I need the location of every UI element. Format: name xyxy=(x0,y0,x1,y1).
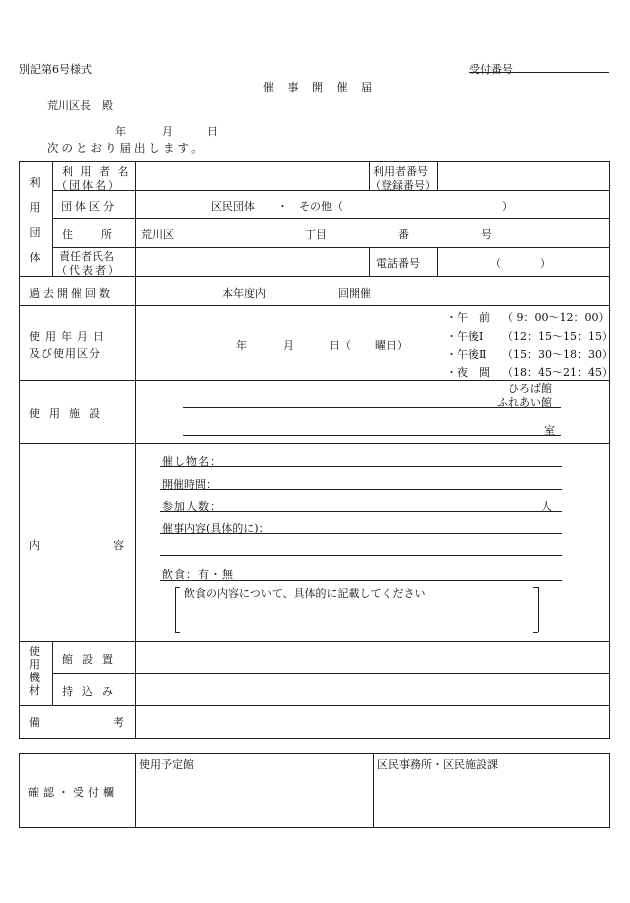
usage-category-label: 及び使用区分 xyxy=(29,347,101,360)
phone-paren-close: ） xyxy=(540,257,551,270)
group-label-char: 用 xyxy=(29,201,41,214)
planned-hall-label: 使用予定館 xyxy=(139,758,194,771)
participants-field[interactable] xyxy=(160,511,562,512)
representative-sublabel: （代表者） xyxy=(56,264,121,277)
date-year-label: 年 xyxy=(115,125,126,138)
usage-date-label: 使用年月日 xyxy=(29,330,109,343)
category-label: 団体区分 xyxy=(61,200,117,213)
usage-weekday: 曜日） xyxy=(375,339,408,352)
group-label-char: 利 xyxy=(29,176,41,189)
facility-label: 使用施設 xyxy=(29,407,109,420)
usage-month: 月 xyxy=(283,339,294,352)
group-label-char: 団 xyxy=(29,226,41,239)
user-name-label: 利 用 者 名 xyxy=(62,165,131,178)
usage-year: 年 xyxy=(236,339,247,352)
facility-name-line[interactable] xyxy=(183,407,561,408)
content-label-2: 容 xyxy=(113,539,124,552)
details-field-line-1[interactable] xyxy=(160,533,562,534)
office-label: 区民事務所・区民施設課 xyxy=(377,758,498,771)
group-label-char: 体 xyxy=(29,251,41,264)
user-number-sublabel: （登録番号） xyxy=(370,179,436,192)
user-number-label: 利用者番号 xyxy=(373,165,428,178)
slot-night-time: （18：45～21：45） xyxy=(502,366,613,379)
facility-room-line[interactable] xyxy=(183,435,561,436)
facility-hall-hiroba: ひろば館 xyxy=(508,382,552,395)
equipment-bring-label: 持込み xyxy=(62,685,122,698)
user-name-sublabel: （団体名） xyxy=(56,179,121,192)
slot-afternoon-1[interactable]: ・午後Ⅰ xyxy=(446,330,484,343)
facility-hall-fureai: ふれあい館 xyxy=(497,396,552,409)
event-time-field[interactable] xyxy=(160,489,562,490)
participants-unit: 人 xyxy=(541,500,552,513)
confirmation-label: 確認・受付欄 xyxy=(28,786,118,799)
category-option-other[interactable]: その他（ xyxy=(299,200,343,213)
category-option-resident[interactable]: 区民団体 xyxy=(211,200,255,213)
equipment-label-char: 材 xyxy=(29,684,40,697)
food-label[interactable]: 飲食：有・無 xyxy=(162,568,234,581)
details-field-line-2[interactable] xyxy=(160,555,562,556)
slot-night[interactable]: ・夜 間 xyxy=(446,366,490,379)
event-name-label: 催し物名： xyxy=(162,455,222,468)
remarks-label-1: 備 xyxy=(29,716,40,729)
content-label-1: 内 xyxy=(29,539,40,552)
equipment-inhouse-label: 館設置 xyxy=(62,653,122,666)
addressee: 荒川区長 殿 xyxy=(47,99,113,112)
slot-morning[interactable]: ・午 前 xyxy=(446,311,490,324)
past-count-label: 過去開催回数 xyxy=(29,287,113,300)
past-this-year: 本年度内 xyxy=(222,287,266,300)
representative-label: 責任者氏名 xyxy=(59,250,114,263)
usage-day: 日（ xyxy=(329,339,351,352)
representative-field[interactable] xyxy=(136,248,368,275)
date-day-label: 日 xyxy=(207,125,218,138)
user-number-field[interactable] xyxy=(438,162,608,189)
address-ban: 番 xyxy=(398,228,409,241)
category-close-paren: ） xyxy=(502,200,513,213)
remarks-field[interactable] xyxy=(136,706,608,737)
date-month-label: 月 xyxy=(162,125,173,138)
category-separator: ・ xyxy=(277,200,288,213)
address-chome: 丁目 xyxy=(305,228,327,241)
intro-text: 次のとおり届出します。 xyxy=(47,141,206,155)
slot-afternoon-1-time: （12：15～15：15） xyxy=(502,330,613,343)
receipt-number-label: 受付番号 xyxy=(469,63,513,76)
remarks-label-2: 考 xyxy=(113,716,124,729)
food-line xyxy=(160,580,562,581)
slot-afternoon-2-time: （15：30～18：30） xyxy=(502,348,613,361)
event-time-label: 開催時間： xyxy=(162,478,217,491)
equipment-bring-field[interactable] xyxy=(136,674,608,704)
equipment-label-char: 使 xyxy=(29,645,40,658)
event-name-field[interactable] xyxy=(160,466,562,467)
address-ward: 荒川区 xyxy=(141,228,174,241)
user-name-field[interactable] xyxy=(136,162,368,189)
past-times: 回開催 xyxy=(338,287,371,300)
phone-label: 電話番号 xyxy=(376,257,420,270)
form-title: 催 事 開 催 届 xyxy=(263,81,377,94)
address-go: 号 xyxy=(481,228,492,241)
phone-paren-open: （ xyxy=(490,257,501,270)
equipment-label-char: 機 xyxy=(29,671,40,684)
food-note-text: 飲食の内容について、具体的に記載してください xyxy=(184,587,426,600)
equipment-inhouse-field[interactable] xyxy=(136,642,608,672)
details-label: 催事内容(具体的に)： xyxy=(162,522,270,535)
receipt-number-field[interactable] xyxy=(469,72,609,73)
slot-morning-time: （ 9：00～12：00） xyxy=(502,311,610,324)
form-number: 別記第6号様式 xyxy=(19,63,92,76)
equipment-label-char: 用 xyxy=(29,658,40,671)
participants-label: 参加人数： xyxy=(162,500,222,513)
facility-room-unit: 室 xyxy=(544,424,555,437)
slot-afternoon-2[interactable]: ・午後Ⅱ xyxy=(446,348,487,361)
address-label: 住 所 xyxy=(62,228,114,241)
